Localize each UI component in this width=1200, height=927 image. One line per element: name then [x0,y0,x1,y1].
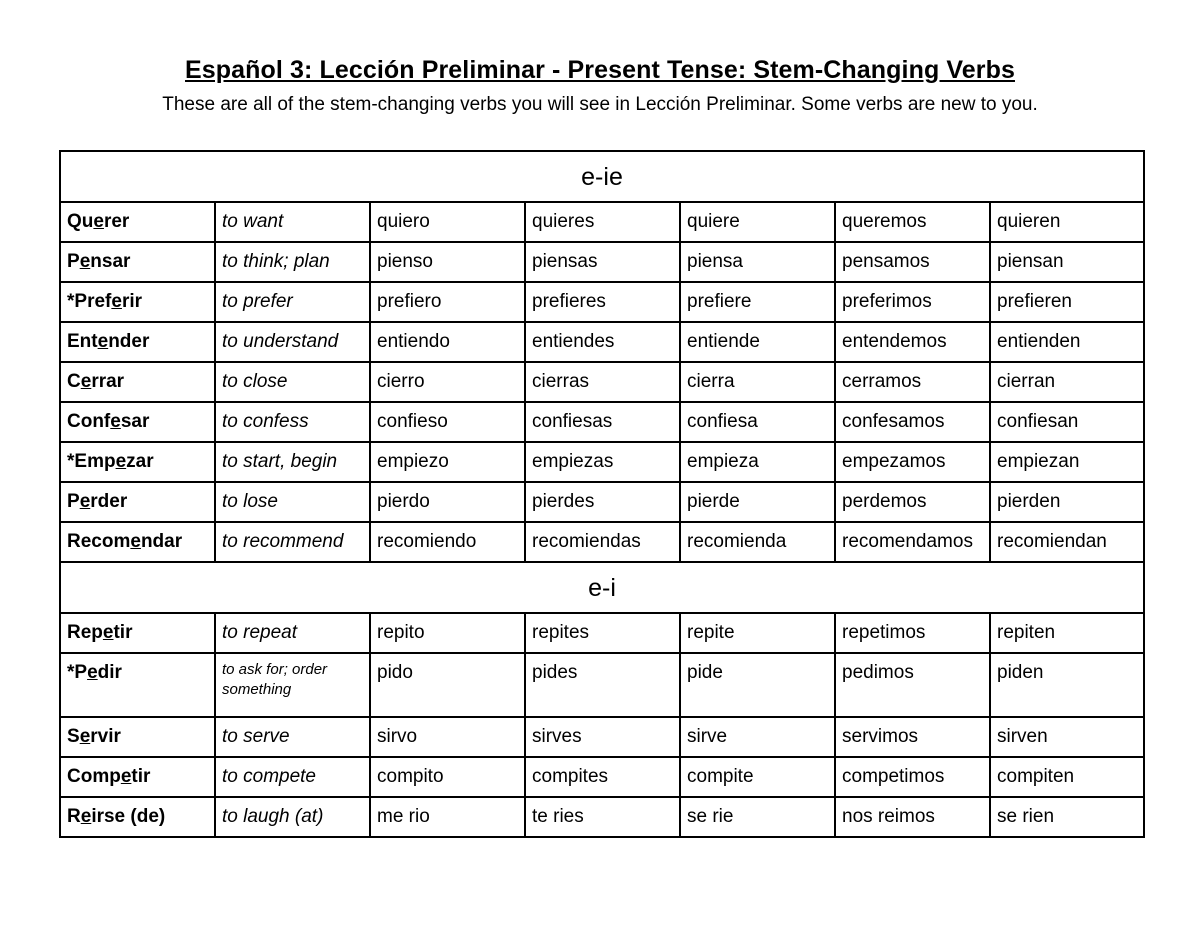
conjugated-form: sirve [680,717,835,757]
verb-meaning: to lose [215,482,370,522]
conjugated-form: empiezan [990,442,1144,482]
table-row [60,202,1144,242]
verb-part: irse (de) [91,806,166,827]
stem-vowel: e [80,371,92,392]
conjugated-form: perdemos [835,482,990,522]
table-row [60,362,1144,402]
conjugated-form: entendemos [835,322,990,362]
conjugated-form: piensan [990,242,1144,282]
page-title: Español 3: Lección Preliminar - Present Tense: Stem-Changing Verbs [185,56,1015,84]
table-row [60,322,1144,362]
conjugated-form: confiesas [525,402,680,442]
verb-table [59,150,1145,838]
verb-part: *Pref [67,291,112,312]
conjugated-form: prefiero [370,282,525,322]
conjugated-form: cierra [680,362,835,402]
conjugated-form: empieza [680,442,835,482]
verb-part: sar [120,411,150,432]
conjugated-form: queremos [835,202,990,242]
stem-vowel: e [79,251,91,272]
verb-meaning: to confess [215,402,370,442]
verb-meaning: to compete [215,757,370,797]
conjugated-form: pierdo [370,482,525,522]
verb-part: S [67,726,80,747]
conjugated-form: quiere [680,202,835,242]
conjugated-form: repites [525,613,680,653]
conjugated-form: piden [990,653,1144,717]
verb-part: Rep [67,622,103,643]
conjugated-form: recomienda [680,522,835,562]
conjugated-form: se rien [990,797,1144,837]
table-row [60,522,1144,562]
verb-meaning: to think; plan [215,242,370,282]
conjugated-form: sirven [990,717,1144,757]
conjugated-form: sirvo [370,717,525,757]
verb-meaning: to recommend [215,522,370,562]
verb-meaning: to serve [215,717,370,757]
verb-infinitive [60,322,215,362]
verb-infinitive [60,797,215,837]
section-header-row [60,562,1144,613]
conjugated-form: compiten [990,757,1144,797]
section-heading: e-ie [60,151,1144,202]
section-header-row [60,151,1144,202]
verb-meaning: to ask for; order something [215,653,370,717]
conjugated-form: recomiendan [990,522,1144,562]
conjugated-form: entienden [990,322,1144,362]
conjugated-form: cierro [370,362,525,402]
verb-infinitive [60,757,215,797]
verb-infinitive [60,613,215,653]
verb-part: C [67,371,81,392]
conjugated-form: recomendamos [835,522,990,562]
verb-infinitive [60,717,215,757]
verb-infinitive [60,242,215,282]
conjugated-form: pides [525,653,680,717]
verb-part: rrar [91,371,125,392]
conjugated-form: pedimos [835,653,990,717]
conjugated-form: te ries [525,797,680,837]
verb-part: Ent [67,331,98,352]
conjugated-form: quieres [525,202,680,242]
stem-vowel: e [79,491,91,512]
table-row [60,717,1144,757]
verb-part: tir [131,766,151,787]
verb-part: rvir [90,726,121,747]
verb-infinitive [60,282,215,322]
conjugated-form: pensamos [835,242,990,282]
stem-vowel: e [93,211,104,232]
verb-meaning: to close [215,362,370,402]
conjugated-form: pienso [370,242,525,282]
stem-vowel: e [130,531,141,552]
verb-meaning: to want [215,202,370,242]
conjugated-form: servimos [835,717,990,757]
conjugated-form: repiten [990,613,1144,653]
conjugated-form: repito [370,613,525,653]
verb-infinitive [60,202,215,242]
conjugated-form: pierde [680,482,835,522]
table-row [60,282,1144,322]
verb-meaning: to laugh (at) [215,797,370,837]
verb-part: R [67,806,81,827]
stem-vowel: e [110,411,121,432]
conjugated-form: entiendo [370,322,525,362]
verb-part: Qu [67,211,94,232]
conjugated-form: empezamos [835,442,990,482]
verb-part: P [67,251,80,272]
conjugated-form: prefieren [990,282,1144,322]
verb-part: zar [126,451,154,472]
verb-part: Comp [67,766,121,787]
table-row [60,757,1144,797]
verb-part: nsar [90,251,131,272]
conjugated-form: entiende [680,322,835,362]
verb-part: rder [90,491,128,512]
verb-part: dir [97,662,122,683]
stem-vowel: e [97,331,109,352]
conjugated-form: confiesan [990,402,1144,442]
conjugated-form: pierdes [525,482,680,522]
verb-infinitive [60,482,215,522]
conjugated-form: confiesa [680,402,835,442]
conjugated-form: quiero [370,202,525,242]
conjugated-form: repite [680,613,835,653]
conjugated-form: prefieres [525,282,680,322]
verb-part: rir [121,291,143,312]
table-row [60,402,1144,442]
verb-meaning: to prefer [215,282,370,322]
verb-infinitive [60,362,215,402]
conjugated-form: confieso [370,402,525,442]
conjugated-form: cerramos [835,362,990,402]
conjugated-form: cierras [525,362,680,402]
conjugated-form: recomiendas [525,522,680,562]
conjugated-form: pide [680,653,835,717]
conjugated-form: sirves [525,717,680,757]
verb-part: nder [108,331,150,352]
verb-part: P [67,491,80,512]
verb-part: ndar [140,531,183,552]
verb-part: tir [113,622,133,643]
conjugated-form: confesamos [835,402,990,442]
conjugated-form: me rio [370,797,525,837]
stem-vowel: e [87,662,98,683]
conjugated-form: quieren [990,202,1144,242]
conjugated-form: repetimos [835,613,990,653]
verb-infinitive [60,402,215,442]
conjugated-form: pierden [990,482,1144,522]
verb-part: Recom [67,531,131,552]
verb-infinitive [60,522,215,562]
verb-infinitive [60,442,215,482]
verb-part: *Emp [67,451,116,472]
stem-vowel: e [80,806,92,827]
stem-vowel: e [115,451,127,472]
conjugated-form: cierran [990,362,1144,402]
table-row [60,242,1144,282]
verb-meaning: to start, begin [215,442,370,482]
conjugated-form: compito [370,757,525,797]
conjugated-form: prefiere [680,282,835,322]
stem-vowel: e [120,766,132,787]
conjugated-form: piensas [525,242,680,282]
verb-meaning: to repeat [215,613,370,653]
section-heading: e-i [60,562,1144,613]
verb-infinitive [60,653,215,717]
verb-part: *P [67,662,88,683]
conjugated-form: empiezas [525,442,680,482]
page-subtitle: These are all of the stem-changing verbs you will see in Lección Preliminar. Some verbs are new to you. [162,94,1038,115]
verb-meaning: to understand [215,322,370,362]
stem-vowel: e [102,622,114,643]
conjugated-form: entiendes [525,322,680,362]
conjugated-form: competimos [835,757,990,797]
conjugated-form: recomiendo [370,522,525,562]
conjugated-form: compites [525,757,680,797]
conjugated-form: piensa [680,242,835,282]
table-row [60,482,1144,522]
table-row [60,653,1144,717]
verb-part: Conf [67,411,111,432]
stem-vowel: e [111,291,122,312]
table-row [60,613,1144,653]
stem-vowel: e [79,726,91,747]
conjugated-form: compite [680,757,835,797]
conjugated-form: preferimos [835,282,990,322]
conjugated-form: nos reimos [835,797,990,837]
conjugated-form: empiezo [370,442,525,482]
table-row [60,442,1144,482]
table-row [60,797,1144,837]
verb-part: rer [103,211,130,232]
conjugated-form: se rie [680,797,835,837]
conjugated-form: pido [370,653,525,717]
